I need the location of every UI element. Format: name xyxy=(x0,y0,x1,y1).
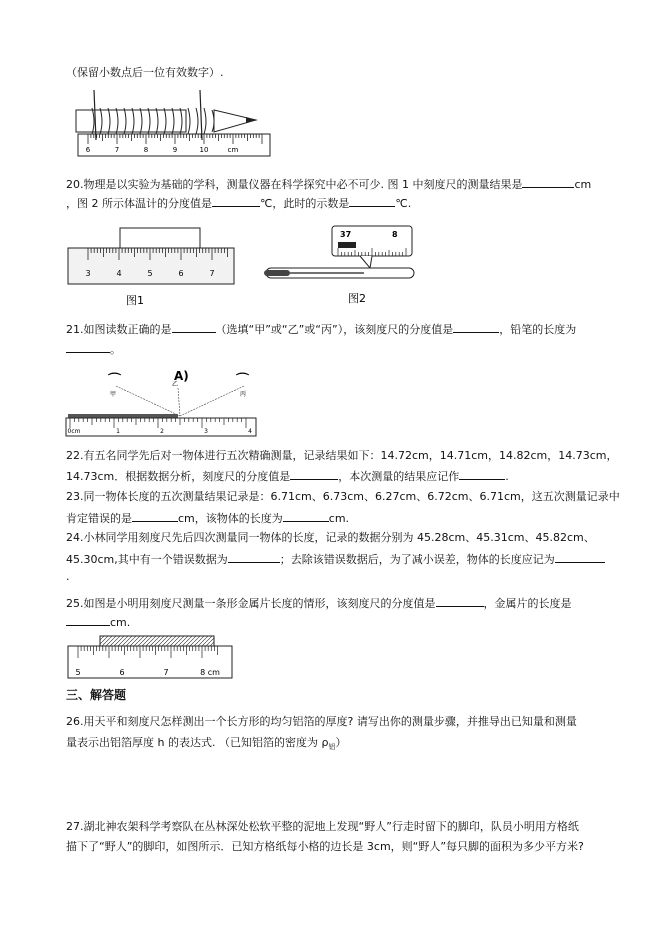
label-bing: 丙 xyxy=(240,391,247,398)
section-title: 三、解答题 xyxy=(66,688,127,702)
question-25-line2: cm. xyxy=(66,614,130,630)
ruler-label: 2 xyxy=(160,428,164,435)
question-20-line1: 20.物理是以实验为基础的学科，测量仪器在科学探究中必不可少. 图 1 中刻度尺的测量结果是 cm xyxy=(66,178,592,191)
ruler-label: 10 xyxy=(199,146,209,154)
pencil-ruler-figure xyxy=(74,88,274,160)
question-24-line3: . xyxy=(66,570,70,583)
question-25-line1: 25.如图是小明用刻度尺测量一条形金属片长度的情形，该刻度尺的分度值是 ，金属片的长度是 xyxy=(66,597,572,610)
ruler-label: 8 xyxy=(143,146,149,154)
question-20-line2: ，图 2 所示体温计的分度值是 ℃，此时的示数是 ℃. xyxy=(66,197,412,210)
figure-1-ruler xyxy=(66,226,238,308)
thermo-label-8: 8 xyxy=(392,230,398,239)
figure-1-caption: 图1 xyxy=(126,294,144,307)
question-27-line2: 描下了“野人”的脚印，如图所示．已知方格纸每小格的边长是 3cm，则“野人”每只脚的面积为多少平方米? xyxy=(66,840,584,853)
ruler-label: 6 xyxy=(119,668,125,677)
question-22-line1: 22.有五名同学先后对一物体进行五次精确测量，记录结果如下：14.72cm，14.71cm，14.82cm，14.73cm， xyxy=(66,449,618,462)
ruler-label: 4 xyxy=(116,269,122,278)
question-21-line2: 。 xyxy=(66,341,121,357)
figure-2-thermometer xyxy=(260,224,420,310)
ruler-label: 0cm xyxy=(67,428,81,435)
svg-text:⌒: ⌒ xyxy=(108,373,122,388)
ruler-label: 4 xyxy=(248,428,252,435)
ruler-label: 5 xyxy=(147,269,153,278)
figure-2-caption: 图2 xyxy=(348,292,366,305)
ruler-label: cm xyxy=(227,146,239,154)
ruler-label: 6 xyxy=(178,269,184,278)
question-23-line1: 23.同一物体长度的五次测量结果记录是：6.71cm、6.73cm、6.27cm、6.72cm、6.71cm，这五次测量记录中 xyxy=(66,490,620,503)
label-yi: 乙 xyxy=(172,381,179,388)
label-jia: 甲 xyxy=(110,391,117,398)
svg-text:A): A) xyxy=(174,369,189,383)
figure-25-ruler xyxy=(66,634,234,680)
svg-text:⌒: ⌒ xyxy=(236,373,250,388)
ruler-label: 7 xyxy=(114,146,120,154)
ruler-label: 7 xyxy=(163,668,169,677)
question-26-line1: 26.用天平和刻度尺怎样测出一个长方形的均匀铝箔的厚度? 请写出你的测量步骤，并推导出已知量和测量 xyxy=(66,715,577,728)
question-26-line2: 量表示出铝箔厚度 h 的表达式. （已知铝箔的密度为 $\rho_铝$） xyxy=(66,736,347,752)
question-23-line2: 肯定错误的是 cm，该物体的长度为 cm. xyxy=(66,512,350,525)
ruler-label: 1 xyxy=(116,428,120,435)
ruler-label: 3 xyxy=(204,428,208,435)
ruler-label: 8 cm xyxy=(200,668,220,677)
question-24-line1: 24.小林同学用刻度尺先后四次测量同一物体的长度，记录的数据分别为 45.28cm、45.31cm、45.82cm、 xyxy=(66,531,595,544)
question-21-line1: 21.如图读数正确的是 （选填“甲”或“乙”或“丙”），该刻度尺的分度值是 ，铅笔的长度为 xyxy=(66,323,577,336)
question-27-line1: 27.湖北神农架科学考察队在丛林深处松软平整的泥地上发现“野人”行走时留下的脚印，队员小明用方格纸 xyxy=(66,820,579,833)
ruler-label: 9 xyxy=(172,146,178,154)
ruler-label: 3 xyxy=(85,269,91,278)
ruler-label: 6 xyxy=(85,146,91,154)
question-24-line2: 45.30cm,其中有一个错误数据为 ；去除该错误数据后，为了减小误差，物体的长度应记为 xyxy=(66,551,605,567)
ruler-label: 5 xyxy=(75,668,81,677)
text-line: （保留小数点后一位有效数字）. xyxy=(66,66,224,79)
question-22-line2: 14.73cm．根据数据分析，刻度尺的分度值是 ，本次测量的结果应记作 . xyxy=(66,470,509,483)
figure-21-reading xyxy=(64,362,264,438)
ruler-label: 7 xyxy=(209,269,215,278)
thermo-label-37: 37 xyxy=(340,230,352,239)
